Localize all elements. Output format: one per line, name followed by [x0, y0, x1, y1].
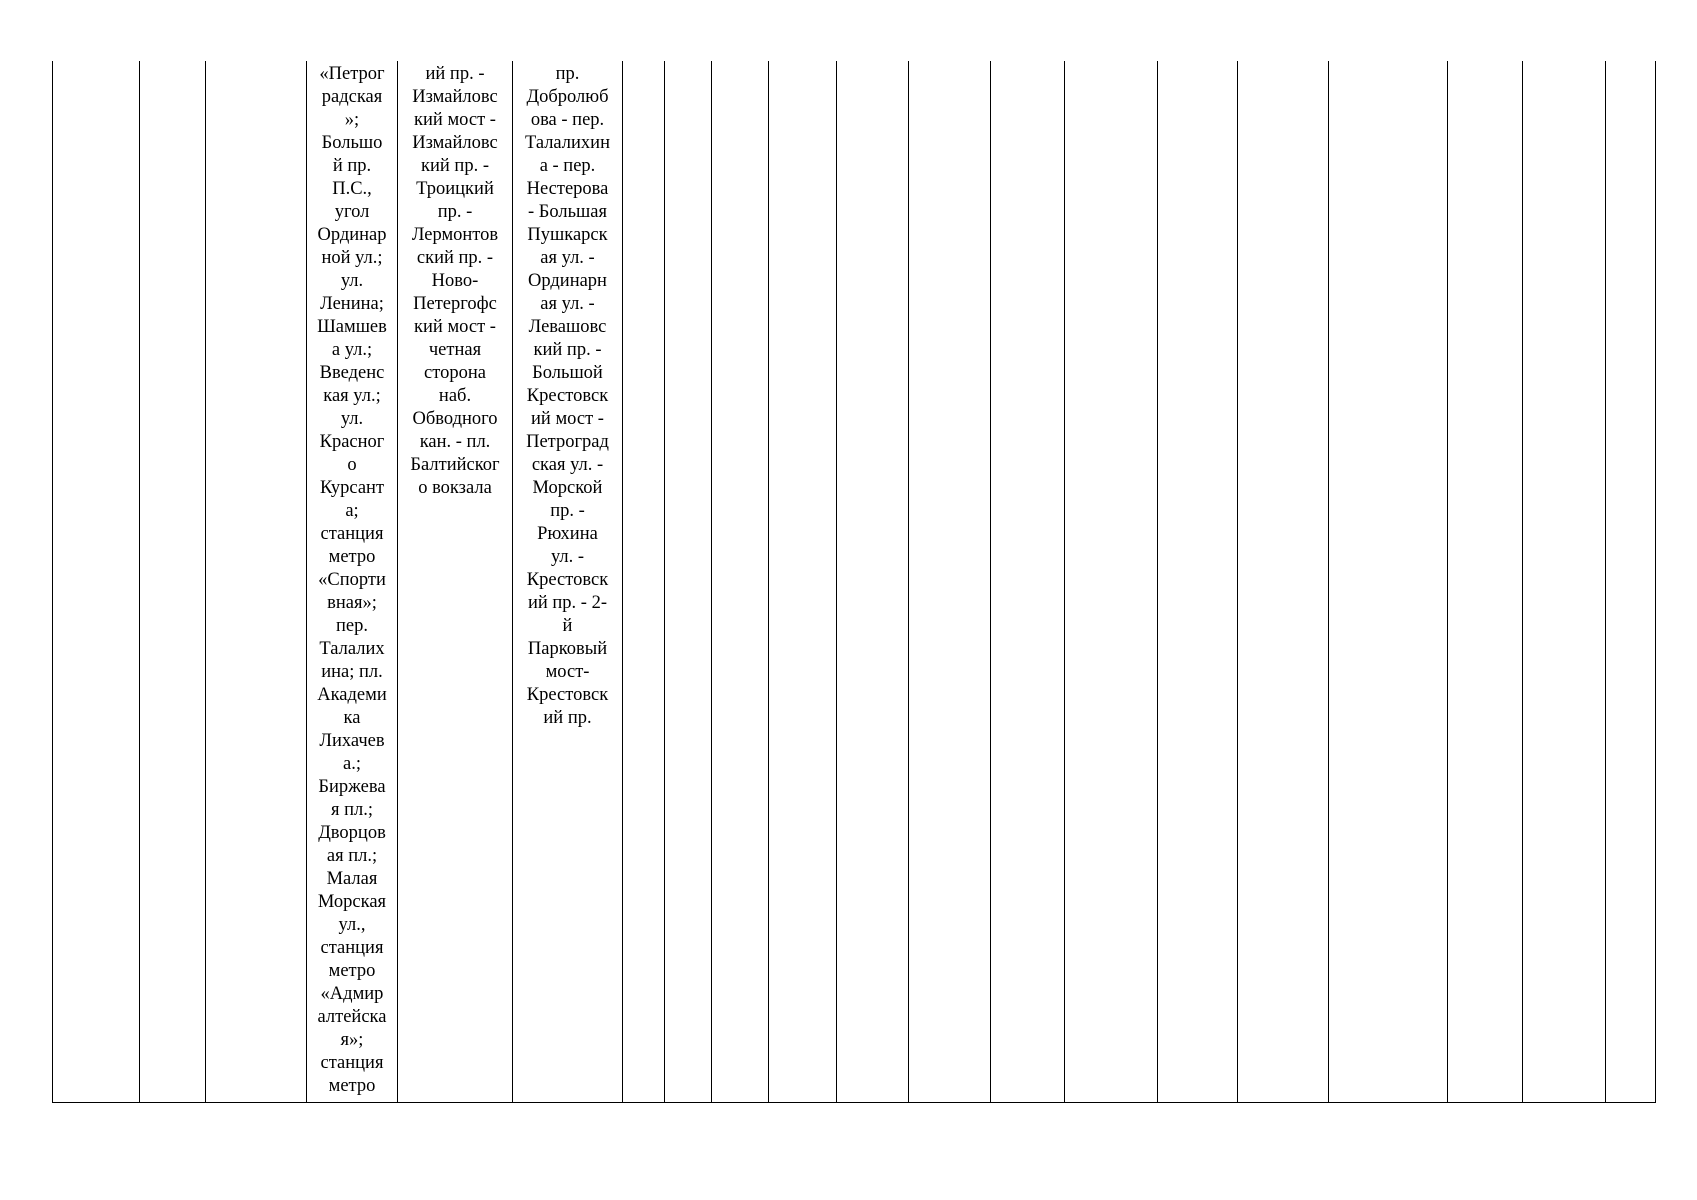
table-cell-1	[53, 61, 140, 1103]
route-table	[52, 61, 1656, 1103]
table-cell-2	[140, 61, 206, 1103]
table-cell-14	[1065, 61, 1158, 1103]
route-backward-cell: пр. Добролюб ова - пер. Талалихин а - пер. Нестерова - Большая Пушкарск ая ул. - Ординарн ая ул. - Левашовс кий пр. - Большой Крестовск ий мост - Петроград ская ул. - Морской пр. - Рюхина ул. - Крестовск ий пр. - 2- й Парковый мост- Крестовск ий пр.	[513, 61, 623, 1103]
table-cell-15	[1158, 61, 1238, 1103]
stops-cell: «Петрог радская »; Большо й пр. П.С., угол Ординар ной ул.; ул. Ленина; Шамшев а ул.; Введенс кая ул.; ул. Красног о Курсант а; станция метро «Спорти вная»; пер. Талалих ина; пл. Академи ка Лихачев а.; Биржева я пл.; Дворцов ая пл.; Малая Морская ул., станция метро «Адмир алтейска я»; станция метро	[307, 61, 398, 1103]
table-cell-3	[206, 61, 307, 1103]
table-cell-16	[1238, 61, 1329, 1103]
table-cell-11	[837, 61, 909, 1103]
table-cell-18	[1448, 61, 1523, 1103]
table-cell-19	[1523, 61, 1606, 1103]
table-cell-13	[991, 61, 1065, 1103]
table-cell-17	[1329, 61, 1448, 1103]
route-forward-cell: ий пр. - Измайловс кий мост - Измайловс кий пр. - Троицкий пр. - Лермонтов ский пр. - Ново- Петергофс кий мост - четная сторона наб. Обводного кан. - пл. Балтийског о вокзала	[398, 61, 513, 1103]
table-cell-12	[909, 61, 991, 1103]
table-cell-10	[769, 61, 837, 1103]
table-row	[53, 61, 1656, 1103]
table-cell-8	[665, 61, 712, 1103]
table-cell-9	[712, 61, 769, 1103]
table-cell-7	[623, 61, 665, 1103]
table-cell-20	[1606, 61, 1656, 1103]
